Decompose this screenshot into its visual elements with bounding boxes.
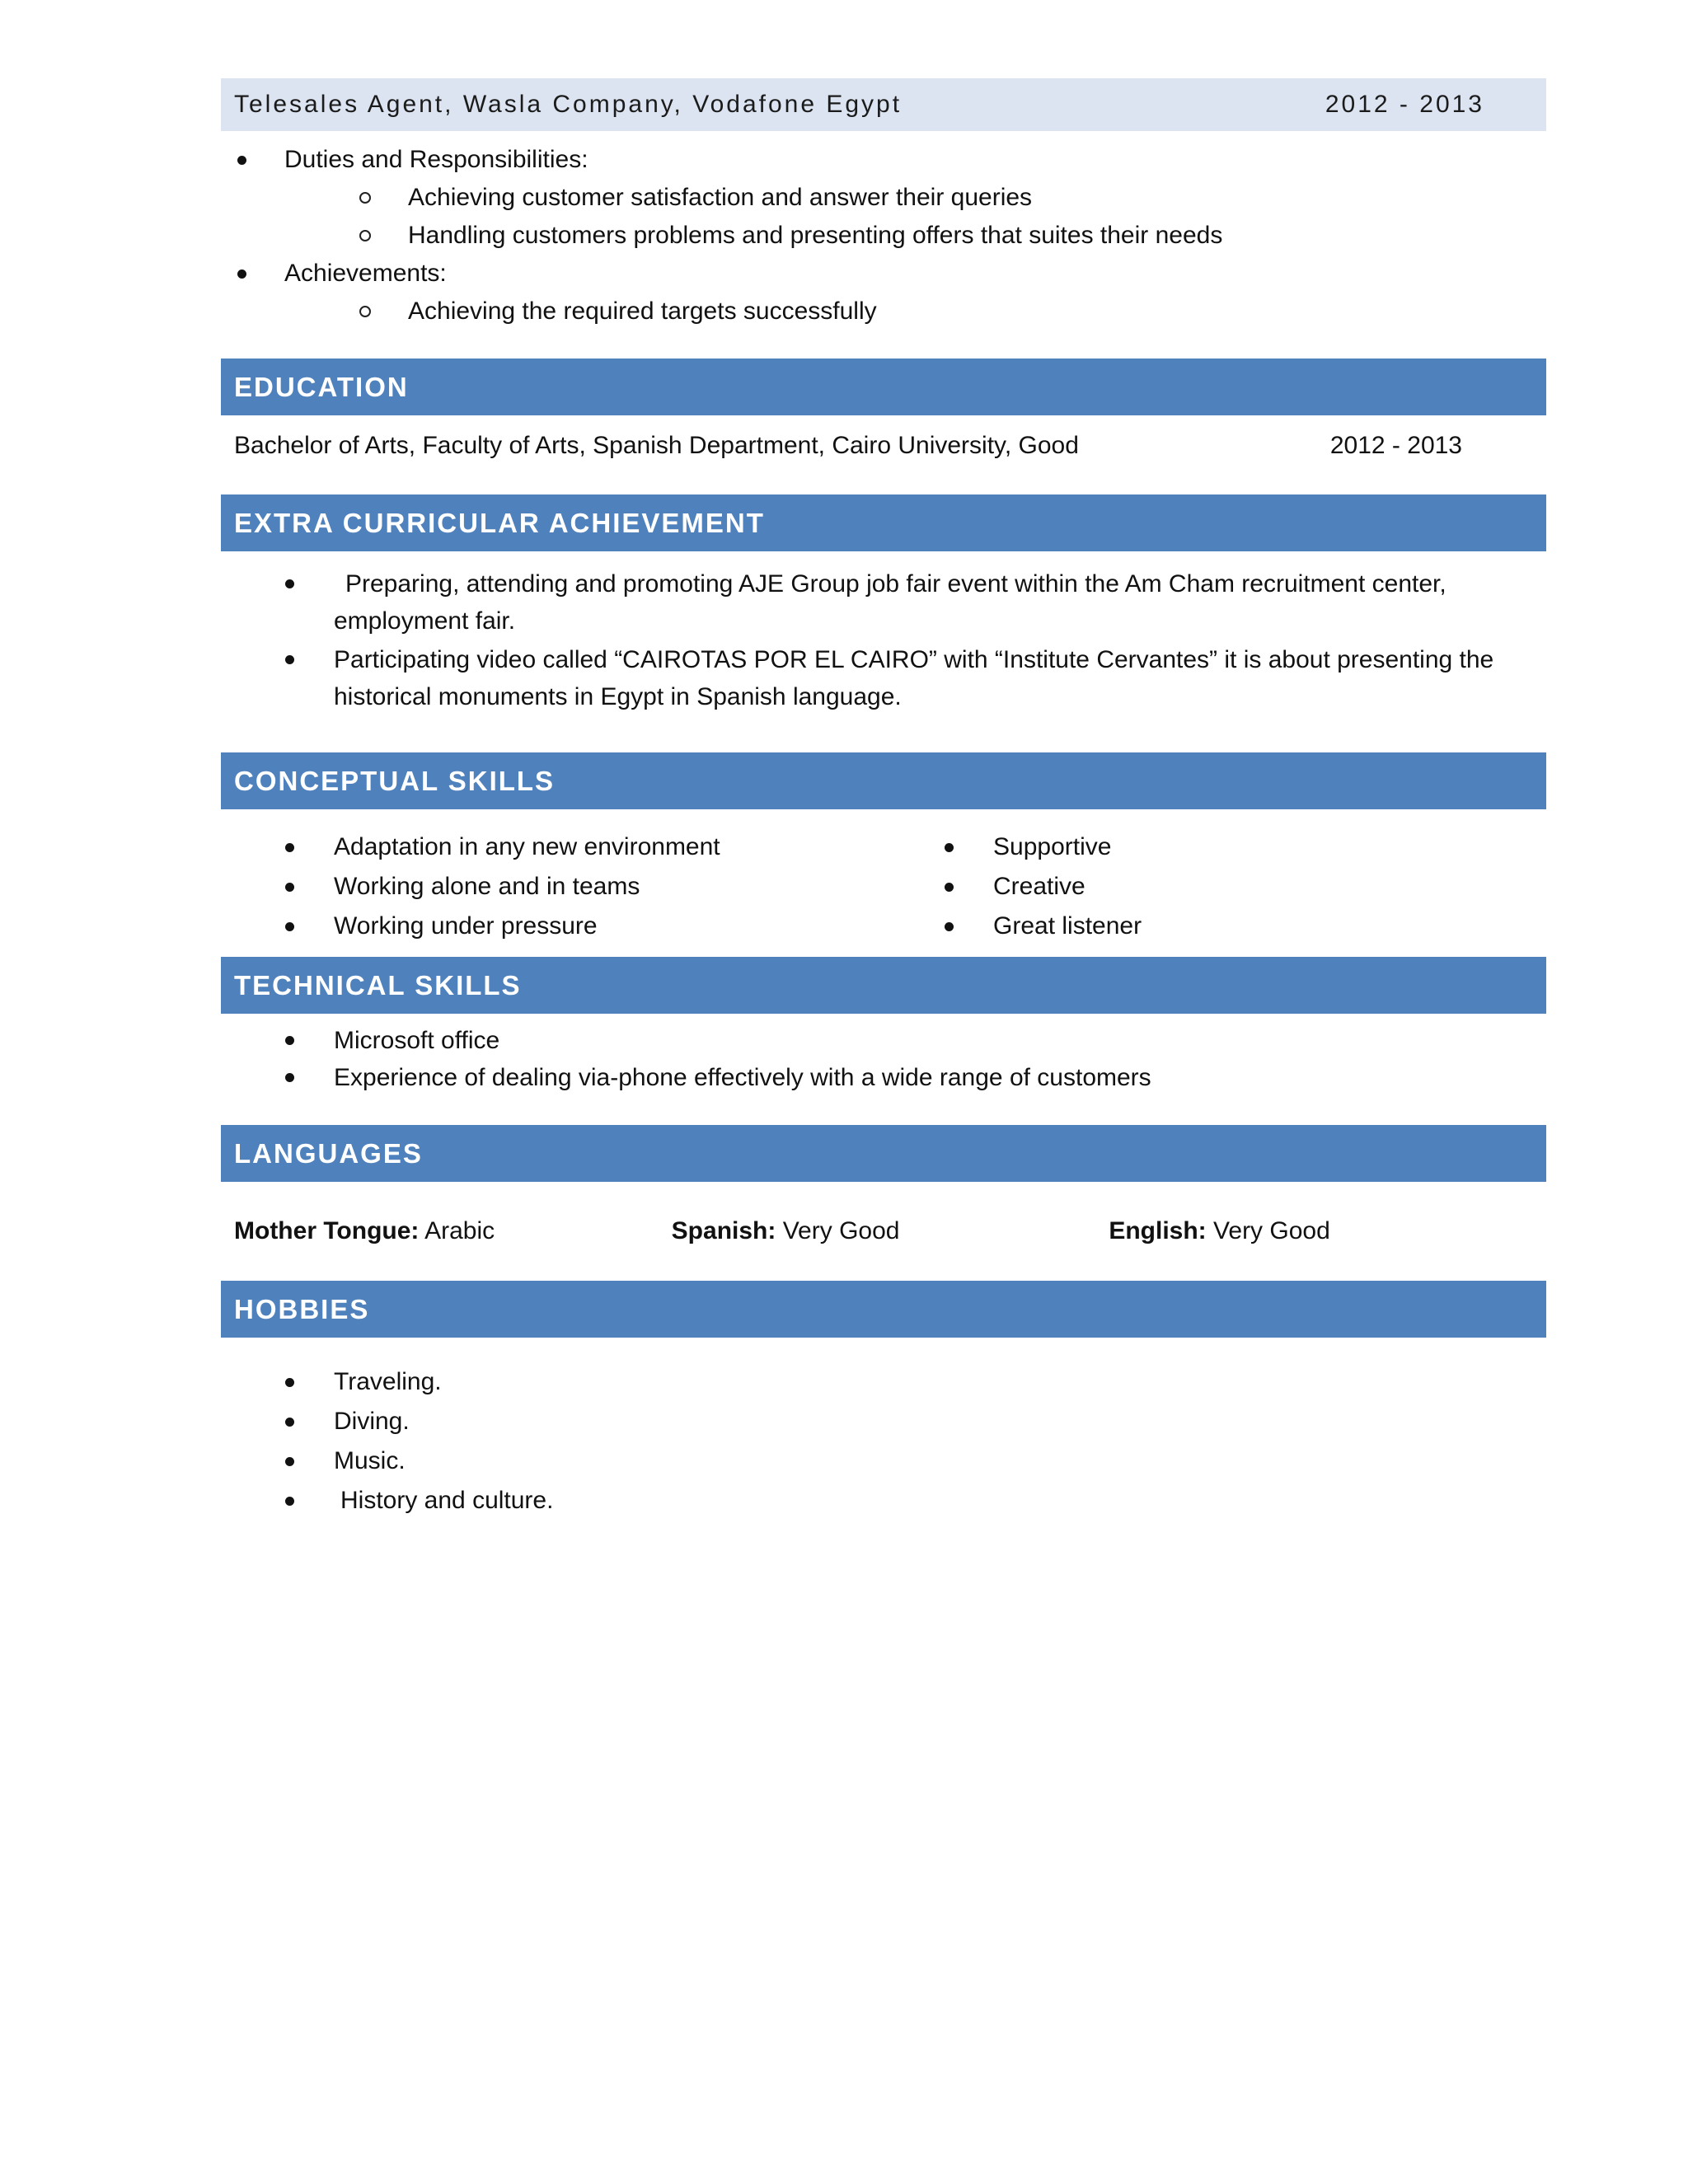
hobbies-heading: HOBBIES <box>221 1281 1546 1338</box>
skill-text: Working alone and in teams <box>334 873 640 900</box>
conceptual-skills-heading: CONCEPTUAL SKILLS <box>221 752 1546 809</box>
bullet-icon <box>945 922 954 931</box>
technical-skills-heading: TECHNICAL SKILLS <box>221 957 1546 1014</box>
bullet-icon <box>285 1073 294 1082</box>
hobby-text: Diving. <box>334 1408 410 1435</box>
education-entry <box>221 415 1546 476</box>
skill-text: Great listener <box>993 912 1142 940</box>
language-label: Mother Tongue: <box>234 1217 420 1244</box>
language-entry <box>1109 1182 1546 1281</box>
circle-bullet-icon <box>359 230 371 241</box>
list-item <box>221 1481 1546 1521</box>
languages-heading: LANGUAGES <box>221 1125 1546 1182</box>
skill-text: Experience of dealing via-phone effectively with a wide range of customers <box>334 1064 1151 1091</box>
bullet-icon <box>285 579 294 588</box>
circle-bullet-icon <box>359 306 371 317</box>
hobby-text: History and culture. <box>340 1487 554 1514</box>
bullet-icon <box>285 843 294 852</box>
language-value: Arabic <box>424 1217 495 1244</box>
extra-item-text: Participating video called “CAIROTAS POR EL CAIRO” with “Institute Cervantes” it is about presenting the historical monuments in Egypt in Spanish language. <box>334 646 1494 710</box>
bullet-icon <box>285 922 294 931</box>
technical-skills-list <box>221 1022 1546 1096</box>
bullet-icon <box>237 269 246 279</box>
list-item <box>221 641 1546 715</box>
list-item <box>221 141 1546 179</box>
achievement-text: Achieving the required targets successfully <box>408 298 877 325</box>
education-years: 2012 - 2013 <box>1329 432 1462 459</box>
achievements-label: Achievements: <box>284 260 447 287</box>
conceptual-skills-right <box>898 827 1546 946</box>
language-label: English: <box>1109 1217 1207 1244</box>
language-label: Spanish: <box>671 1217 776 1244</box>
duty-text: Handling customers problems and presenting offers that suites their needs <box>408 222 1223 249</box>
bullet-icon <box>285 1378 294 1387</box>
job-header <box>221 78 1546 131</box>
bullet-icon <box>285 655 294 664</box>
bullet-icon <box>237 156 246 165</box>
list-item <box>221 1402 1546 1441</box>
list-item <box>221 867 898 907</box>
list-item <box>221 1362 1546 1402</box>
skill-text: Working under pressure <box>334 912 598 940</box>
list-item <box>221 565 1546 640</box>
hobby-text: Traveling. <box>334 1368 442 1395</box>
extra-curricular-heading: EXTRA CURRICULAR ACHIEVEMENT <box>221 494 1546 551</box>
skill-text: Creative <box>993 873 1085 900</box>
conceptual-skills-list <box>221 827 1546 946</box>
language-entry <box>672 1182 1109 1281</box>
circle-bullet-icon <box>359 192 371 204</box>
job-years: 2012 - 2013 <box>1325 91 1484 118</box>
list-item <box>221 1441 1546 1481</box>
bullet-icon <box>285 1457 294 1466</box>
languages-row <box>221 1182 1546 1281</box>
duties-label: Duties and Responsibilities: <box>284 146 588 173</box>
list-item <box>898 827 1546 867</box>
list-item <box>221 907 898 946</box>
resume-page <box>221 78 1546 1521</box>
extra-item-text: Preparing, attending and promoting AJE Group job fair event within the Am Cham recruitment center, employment fair. <box>334 570 1447 635</box>
bullet-icon <box>285 1497 294 1506</box>
language-value: Very Good <box>782 1217 900 1244</box>
bullet-icon <box>285 883 294 892</box>
hobby-text: Music. <box>334 1447 406 1474</box>
list-item <box>221 293 1546 330</box>
list-item <box>221 217 1546 255</box>
education-heading: EDUCATION <box>221 359 1546 415</box>
hobbies-list <box>221 1362 1546 1521</box>
skill-text: Microsoft office <box>334 1027 500 1054</box>
job-details <box>221 141 1546 330</box>
bullet-icon <box>945 843 954 852</box>
duty-text: Achieving customer satisfaction and answer their queries <box>408 184 1033 211</box>
conceptual-skills-left <box>221 827 898 946</box>
list-item <box>221 827 898 867</box>
list-item <box>221 179 1546 217</box>
education-degree: Bachelor of Arts, Faculty of Arts, Spanish Department, Cairo University, Good <box>234 432 1079 459</box>
job-title: Telesales Agent, Wasla Company, Vodafone Egypt <box>234 91 903 118</box>
list-item <box>898 907 1546 946</box>
list-item <box>221 1059 1546 1096</box>
skill-text: Adaptation in any new environment <box>334 833 720 860</box>
skill-text: Supportive <box>993 833 1112 860</box>
language-entry <box>234 1182 672 1281</box>
bullet-icon <box>285 1036 294 1045</box>
list-item <box>898 867 1546 907</box>
list-item <box>221 1022 1546 1059</box>
bullet-icon <box>285 1418 294 1427</box>
bullet-icon <box>945 883 954 892</box>
list-item <box>221 255 1546 293</box>
extra-curricular-list <box>221 565 1546 715</box>
language-value: Very Good <box>1213 1217 1330 1244</box>
